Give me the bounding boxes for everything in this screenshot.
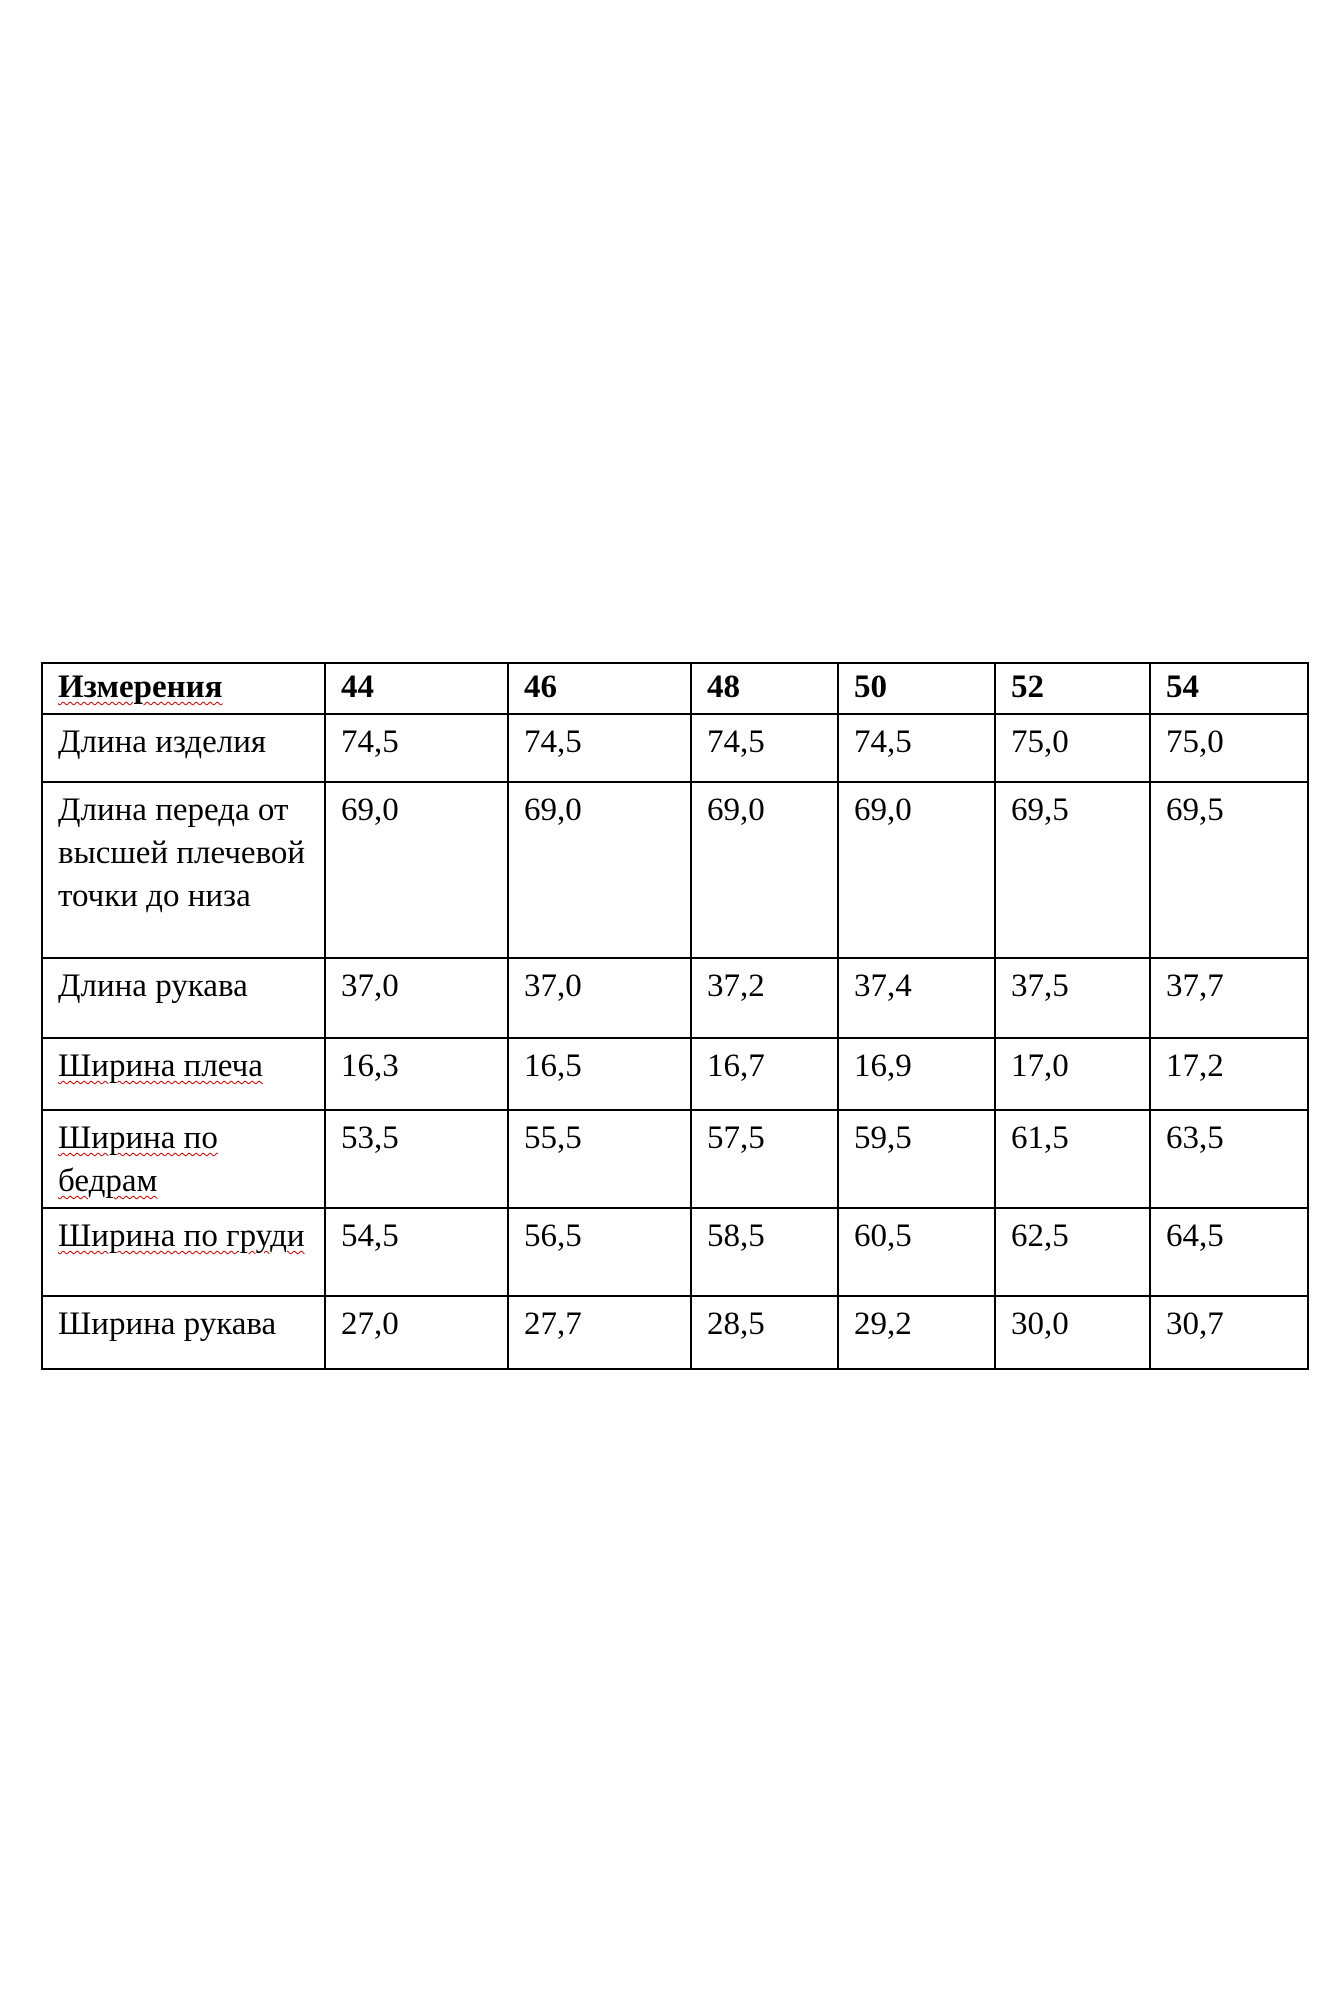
table-cell: 74,5 <box>508 714 691 782</box>
table-cell: 54,5 <box>325 1208 508 1296</box>
table-cell: 16,5 <box>508 1038 691 1110</box>
table-cell: 16,7 <box>691 1038 838 1110</box>
header-cell-measurement: Измерения <box>42 663 325 714</box>
table-cell: 37,4 <box>838 958 995 1038</box>
table-cell: 37,0 <box>325 958 508 1038</box>
table-cell: 55,5 <box>508 1110 691 1208</box>
table-cell: 28,5 <box>691 1296 838 1369</box>
table-row <box>42 1038 1308 1110</box>
table-cell: 59,5 <box>838 1110 995 1208</box>
table-cell: 30,0 <box>995 1296 1150 1369</box>
header-cell-size: 46 <box>508 663 691 714</box>
table-cell: 58,5 <box>691 1208 838 1296</box>
table-cell: 69,0 <box>325 782 508 958</box>
size-table <box>41 662 1309 1370</box>
table-cell: 16,3 <box>325 1038 508 1110</box>
header-cell-size: 54 <box>1150 663 1308 714</box>
table-row <box>42 1110 1308 1208</box>
table-cell: 16,9 <box>838 1038 995 1110</box>
row-label: Длина изделия <box>42 714 325 782</box>
header-cell-size: 50 <box>838 663 995 714</box>
row-label: Длина рукава <box>42 958 325 1038</box>
table-cell: 37,5 <box>995 958 1150 1038</box>
row-label: Ширина рукава <box>42 1296 325 1369</box>
table-cell: 56,5 <box>508 1208 691 1296</box>
header-cell-size: 44 <box>325 663 508 714</box>
table-cell: 69,0 <box>691 782 838 958</box>
table-cell: 62,5 <box>995 1208 1150 1296</box>
table-cell: 74,5 <box>838 714 995 782</box>
row-label: Ширина плеча <box>42 1038 325 1110</box>
table-cell: 69,0 <box>838 782 995 958</box>
table-cell: 27,0 <box>325 1296 508 1369</box>
table-cell: 57,5 <box>691 1110 838 1208</box>
table-cell: 53,5 <box>325 1110 508 1208</box>
table-cell: 69,0 <box>508 782 691 958</box>
table-row <box>42 1208 1308 1296</box>
table-cell: 74,5 <box>325 714 508 782</box>
table-cell: 75,0 <box>995 714 1150 782</box>
table-cell: 60,5 <box>838 1208 995 1296</box>
table-cell: 29,2 <box>838 1296 995 1369</box>
table-header-row <box>42 663 1308 714</box>
header-cell-size: 48 <box>691 663 838 714</box>
table-cell: 69,5 <box>995 782 1150 958</box>
row-label: Ширина по груди <box>42 1208 325 1296</box>
table-cell: 17,2 <box>1150 1038 1308 1110</box>
row-label: Длина переда от высшей плечевой точки до низа <box>42 782 325 958</box>
table-row <box>42 958 1308 1038</box>
table-cell: 61,5 <box>995 1110 1150 1208</box>
table-cell: 74,5 <box>691 714 838 782</box>
table-cell: 37,0 <box>508 958 691 1038</box>
table-row <box>42 782 1308 958</box>
table-row <box>42 1296 1308 1369</box>
table-cell: 37,7 <box>1150 958 1308 1038</box>
table-row <box>42 714 1308 782</box>
table-cell: 64,5 <box>1150 1208 1308 1296</box>
row-label: Ширина по бедрам <box>42 1110 325 1208</box>
table-cell: 63,5 <box>1150 1110 1308 1208</box>
table-cell: 37,2 <box>691 958 838 1038</box>
header-cell-size: 52 <box>995 663 1150 714</box>
table-cell: 17,0 <box>995 1038 1150 1110</box>
table-cell: 30,7 <box>1150 1296 1308 1369</box>
table-cell: 75,0 <box>1150 714 1308 782</box>
table-cell: 27,7 <box>508 1296 691 1369</box>
table-cell: 69,5 <box>1150 782 1308 958</box>
